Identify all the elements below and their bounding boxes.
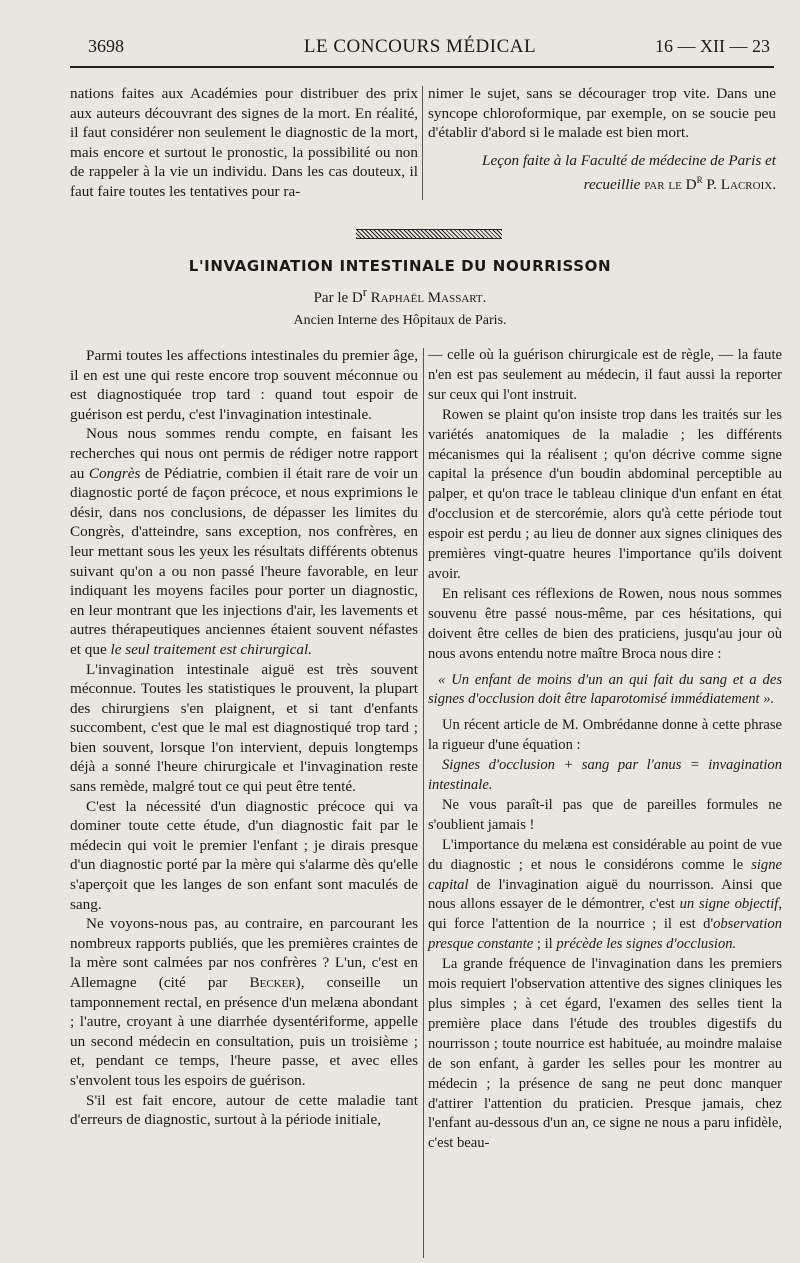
paragraph: Parmi toutes les affections intestinales du premier âge, il en est une qui reste encore trop souvent méconnue ou est diagnostiquée trop tard : quand tout espoir de guérison est perdu, c'est l'invagination intestinale. <box>70 347 418 423</box>
paragraph: En relisant ces réflexions de Rowen, nous nous sommes souvenu être passé nous-même, par ces hésitations, qui doivent être celles de bien des praticiens, jusqu'au jour où nous avons entendu notre maître Broca nous dire : <box>428 585 782 662</box>
text-run: ; il <box>533 936 557 953</box>
prev-article-left-column <box>70 84 418 202</box>
paragraph: L'invagination intestinale aiguë est très souvent méconnue. Toutes les statistiques le prouvent, la plupart des chirurgiens s'en plaignent, et si tant d'enfants succombent, c'est que le mal est diagnostiqué trop tard ; bien souvent, lorsque l'on intervient, depuis longtemps déjà a sonné l'heure chirurgicale et l'invagination reste sans remède, malgré tout ce qui peut être tenté. <box>70 660 418 796</box>
lecon-credit <box>428 151 776 195</box>
text-run: de Pédiatrie, combien il était rare de voir un diagnostic porté de façon précoce, et nous exprimions le désir, dans nos conclusions, de dépasser les limites du Congrès, d'atteindre, sans exception, nos confrères, en leur mettant sous les yeux les résultats différents obtenus suivant qu'on a ou non passé l'heure favorable, en leur indiquant les moyens faciles pour porter un diagnostic, en leur montrant que les injections d'air, les lavements et autres thérapeutiques anciennes étaient souvent néfastes et que <box>70 464 418 658</box>
lecon-sup: r <box>696 172 703 187</box>
equation: Signes d'occlusion + sang par l'anus = invagination intestinale. <box>428 757 782 794</box>
text-run: Ne voyons-nous pas, au contraire, en parcourant les nombreux rapports publiés, que les premières craintes de la mère sont calmées par nos confrères ? L'un, c'est en Allemagne (cité par <box>70 915 418 991</box>
running-header <box>70 36 770 62</box>
author-affiliation: Ancien Interne des Hôpitaux de Paris. <box>293 313 507 328</box>
broca-quote: « Un enfant de moins d'un an qui fait du sang et a des signes d'occlusion doit être laparotomisé immédiatement ». <box>428 671 782 708</box>
text-run: Nous nous sommes rendu compte, en faisant les recherches qui nous ont permis de rédiger notre rapport au <box>70 425 418 482</box>
prev-article-right-text: nimer le sujet, sans se décourager trop vite. Dans une syncope chloroformique, par exemple, on se soucie peu d'établir d'abord si le malade est bien mort. <box>428 85 776 142</box>
text-run: , qui force l'attention de la nourrice ; il est d' <box>428 896 783 933</box>
text-run: ), conseille un tamponnement rectal, en présence d'un melæna abondant ; l'autre, croyant à une diarrhée dysentériforme, appelle un second médecin en consultation, puis un troisième ; et, pendant ce temps, l'heure passe, et avec elles s'envolent tous les espoirs de guérison. <box>70 974 418 1089</box>
journal-title: LE CONCOURS MÉDICAL <box>303 36 537 57</box>
paragraph: S'il est fait encore, autour de cette maladie tant d'erreurs de diagnostic, surtout à la période initiale, <box>70 1091 418 1129</box>
paragraph <box>70 914 418 1090</box>
lecon-par: par le D <box>640 176 697 194</box>
text-run-italic: précède les signes d'occlusion. <box>556 936 737 953</box>
byline-par: Par le D <box>313 290 363 306</box>
text-run-italic: observation presque constante <box>428 916 782 953</box>
prev-article-left-text: nations faites aux Académies pour distribuer des prix aux auteurs découvrant des signes de la mort. En réalité, il faut considérer non seulement le diagnostic de la mort, mais encore et surtout le pronostic, la possibilité ou non de rappeler à la vie un individu. Dans les cas douteux, il faut faire toutes les tentatives pour ra- <box>70 85 418 200</box>
page-number: 3698 <box>88 36 124 56</box>
text-run-italic: le seul traitement est chirurgical. <box>110 640 312 658</box>
text-run: de l'invagination aiguë du nourrisson. Ainsi que nous allons essayer de le démontrer, c'est <box>428 876 782 913</box>
paragraph: Un récent article de M. Ombrédanne donne à cette phrase la rigueur d'une équation : <box>428 717 782 754</box>
column-divider-main <box>423 348 424 1258</box>
lecon-italic: Leçon faite à la Faculté de médecine de Paris et recueillie <box>482 151 776 194</box>
paragraph: — celle où la guérison chirurgicale est de règle, — la faute n'en est pas seulement au médecin, il faut aussi la reporter sur ceux qui l'ont instruit. <box>428 347 782 403</box>
paragraph: Rowen se plaint qu'on insiste trop dans les traités sur les variétés anatomiques de la maladie ; les différents mécanismes qui la réalisent ; qu'on décrive comme signe capital la présence d'un boudin abdominal perceptible au palper, et qu'on trace le tableau clinique d'un enfant en état d'occlusion et de stercorémie, alors qu'à cette période tout espoir est perdu ; au lieu de donner aux signes cliniques des premières vingt-quatre heures l'importance qu'ils doivent avoir. <box>428 406 782 582</box>
text-run-italic: un signe objectif <box>679 896 779 913</box>
column-divider-top <box>422 86 423 200</box>
section-ornament <box>356 229 502 239</box>
text-run: L'importance du melæna est considérable au point de vue du diagnostic ; et nous le considérons comme le <box>428 836 782 873</box>
paragraph <box>428 836 782 955</box>
lecon-author: P. Lacroix. <box>702 176 776 194</box>
text-run-italic: Congrès <box>88 464 141 482</box>
text-run-italic: signe capital <box>428 856 782 893</box>
header-rule <box>70 66 774 68</box>
prev-article-right-column <box>428 84 776 195</box>
paragraph: C'est la nécessité d'un diagnostic précoce qui va dominer toute cette étude, d'un diagnostic fait par le médecin qui voit le premier l'enfant ; je dirais presque d'un diagnostic porté par la mère qui s'alarme dès qu'elle s'aperçoit que les langes de son enfant sont maculés de sang. <box>70 797 418 913</box>
paragraph <box>70 424 418 659</box>
article-byline <box>0 285 800 307</box>
byline-name: Raphaël Massart. <box>366 290 487 306</box>
article-title: L'INVAGINATION INTESTINALE DU NOURRISSON <box>188 257 612 275</box>
article-left-column <box>70 346 418 1130</box>
paragraph: La grande fréquence de l'invagination dans les premiers mois requiert l'observation attentive des signes cliniques les plus simples ; à cet égard, l'examen des selles tient la première place dans l'étude des troubles digestifs du nourrisson ; toute nourrice est habituée, au moindre malaise de son enfant, à garder les selles pour les montrer au médecin ; la présence de sang ne peut donc manquer d'attirer l'attention du praticien. Presque jamais, chez l'enfant au-dessous d'un an, ce signe ne nous a paru infidèle, c'est beau- <box>428 956 782 1152</box>
issue-date: 16 — XII — 23 <box>655 36 770 56</box>
paragraph: Ne vous paraît-il pas que de pareilles formules ne s'oublient jamais ! <box>428 796 782 833</box>
article-right-column <box>428 346 782 1154</box>
text-run-smallcaps: Becker <box>249 974 296 991</box>
byline-sup: r <box>362 285 367 299</box>
